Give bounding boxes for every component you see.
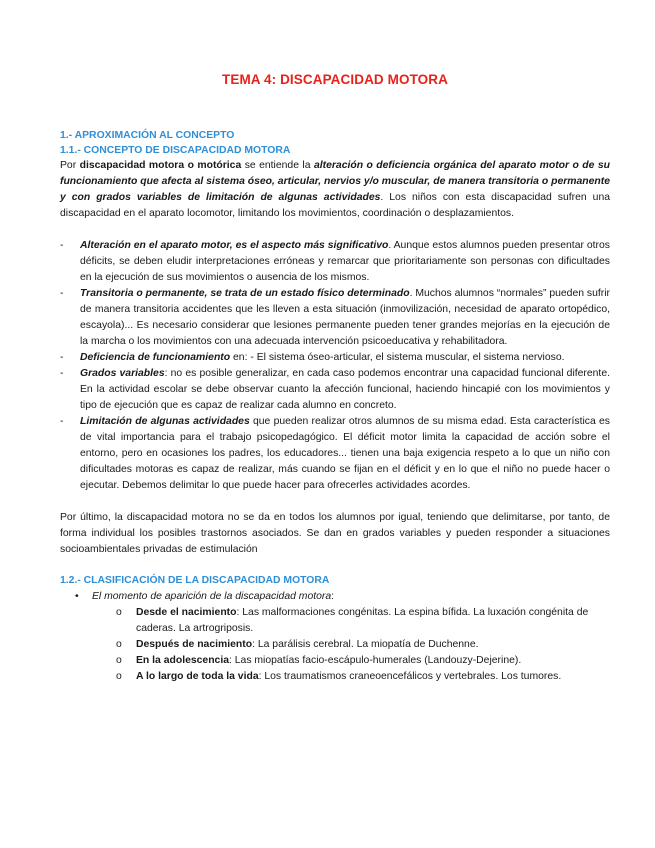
- closing-paragraph: Por último, la discapacidad motora no se da en todos los alumnos por igual, teniendo que delimitarse, por tanto, de forma individual los posibles trastornos asociados. Se dan en grados variables y pueden responder a situaciones socioambientales privadas de estimulación: [60, 512, 610, 555]
- intro-paragraph: [60, 158, 610, 222]
- item-text: en: - El sistema óseo-articular, el sistema muscular, el sistema nervioso.: [230, 352, 565, 363]
- circle-marker: o: [116, 639, 122, 650]
- circle-marker: o: [116, 671, 122, 682]
- item-text: que pueden realizar otros alumnos de su misma edad. Esta característica es de vital importancia para el trabajo psicopedagógico. El déficit motor limita la capacidad de acción sobre el entorno, pero en ocasiones los padres, los educadores... tienen una baja exigencia respeto a lo que un niño con dificultades motoras es capaz de realizar, más cuando se fijan en el déficit y en lo que el niño no puede hacer o ejecutar. Debemos delimitar lo que puede hacer para ofrecerles actividades acordes.: [80, 416, 610, 491]
- item-text: . Muchos alumnos “normales” pueden sufrir de manera transitoria accidentes que les lleven a esta situación (inmovilización, necesidad de aparato ortopédico, escayola)... Es necesario considerar que lesiones permanente pueden tener grandes mejorías en la ejecución de la marcha o los movimientos con una adecuada intervención psicoeducativa y rehabilitadora.: [80, 288, 610, 347]
- characteristics-list: [60, 238, 610, 494]
- bullet-text: El momento de aparición de la discapacidad motora: [92, 591, 332, 602]
- intro-text-3: . Los niños con esta discapacidad sufren una discapacidad en el aparato locomotor, limitando los movimientos, coordinación o desplazamientos.: [60, 192, 610, 219]
- item-lead: Limitación de algunas actividades: [80, 416, 250, 427]
- dash-marker: -: [60, 240, 64, 251]
- intro-text-1: Por: [60, 160, 80, 171]
- sub-list-item: [60, 637, 610, 653]
- item-lead: Grados variables: [80, 368, 165, 379]
- item-lead: Transitoria o permanente, se trata de un estado físico determinado: [80, 288, 410, 299]
- item-lead: Alteración en el aparato motor, es el aspecto más significativo: [80, 240, 389, 251]
- sub-list-item: [60, 653, 610, 669]
- document-title: TEMA 4: DISCAPACIDAD MOTORA: [222, 72, 448, 87]
- sub-list-item: [60, 605, 610, 637]
- sub-item-text: : Las miopatías facio-escápulo-humerales (Landouzy-Dejerine).: [228, 655, 522, 666]
- sub-item-label: Desde el nacimiento: [136, 607, 237, 618]
- sub-item-text: : Las malformaciones congénitas. La espina bífida. La luxación congénita de caderas. La artrogriposis.: [136, 607, 589, 634]
- sub-list-item: [60, 669, 610, 685]
- intro-text-2: se entiende la: [241, 160, 314, 171]
- list-item: [60, 350, 610, 366]
- list-item: [60, 366, 610, 414]
- dash-marker: -: [60, 368, 64, 379]
- item-text: . Aunque estos alumnos pueden presentar otros déficits, se deben eludir interpretaciones erróneas y remarcar que prioritariamente son personas con dificultades en la ejecución de sus movimientos o ausencia de los mismos.: [80, 240, 610, 283]
- section-heading-1: 1.- APROXIMACIÓN AL CONCEPTO: [60, 130, 235, 141]
- subsection-heading-1-2: 1.2.- CLASIFICACIÓN DE LA DISCAPACIDAD MOTORA: [60, 575, 330, 586]
- circle-marker: o: [116, 607, 122, 618]
- classification-bullet: [60, 589, 610, 605]
- dash-marker: -: [60, 416, 64, 427]
- sub-item-text: : Los traumatismos craneoencefálicos y vertebrales. Los tumores.: [258, 671, 562, 682]
- sub-item-text: : La parálisis cerebral. La miopatía de Duchenne.: [252, 639, 479, 650]
- sub-item-label: Después de nacimiento: [136, 639, 253, 650]
- list-item: [60, 414, 610, 494]
- intro-bold-term: discapacidad motora o motórica: [79, 160, 242, 171]
- intro-definition: alteración o deficiencia orgánica del aparato motor o de su funcionamiento que afecta al sistema óseo, articular, nervios y/o muscular, de manera transitoria o permanente y con grados variables de limitación de algunas actividades: [60, 160, 611, 203]
- sub-item-label: En la adolescencia: [136, 655, 229, 666]
- sub-item-label: A lo largo de toda la vida: [136, 671, 259, 682]
- bullet-suffix: :: [331, 591, 335, 602]
- dash-marker: -: [60, 352, 64, 363]
- item-text: : no es posible generalizar, en cada caso podemos encontrar una capacidad funcional diferente. En la actividad escolar se debe observar cuanto la afección funcional, haciendo hincapié con los movimientos y tipo de ejecución que es capaz de realizar cada alumno en concreto.: [80, 368, 610, 411]
- classification-sublist: [60, 605, 610, 685]
- subsection-heading-1-1: 1.1.- CONCEPTO DE DISCAPACIDAD MOTORA: [60, 145, 291, 156]
- dash-marker: -: [60, 288, 64, 299]
- list-item: [60, 238, 610, 286]
- bullet-marker: •: [75, 591, 79, 602]
- circle-marker: o: [116, 655, 122, 666]
- list-item: [60, 286, 610, 350]
- item-lead: Deficiencia de funcionamiento: [80, 352, 231, 363]
